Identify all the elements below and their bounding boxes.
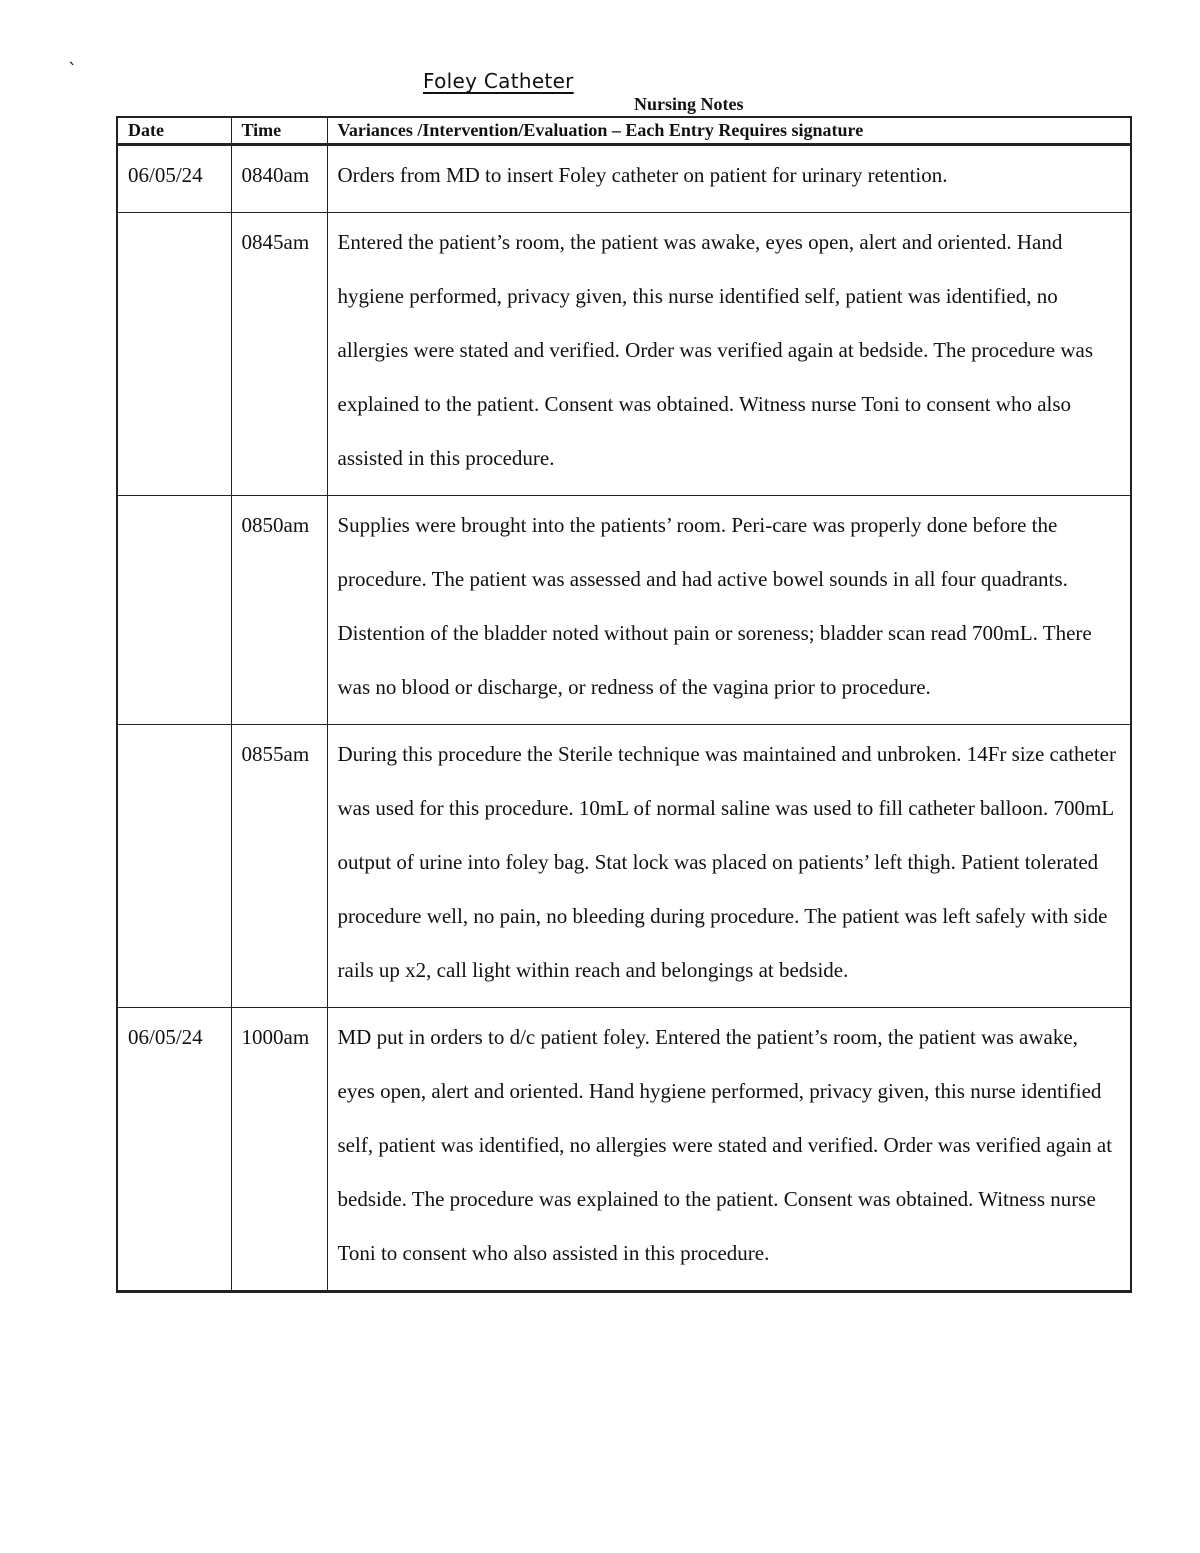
table-row: [117, 1008, 1131, 1292]
entry-date: [117, 725, 231, 1008]
entry-time: 0850am: [231, 496, 327, 725]
entry-note: Supplies were brought into the patients’ room. Peri-care was properly done before the procedure. The patient was assessed and had active bowel sounds in all four quadrants. Distention of the bladder noted without pain or soreness; bladder scan read 700mL. There was no blood or discharge, or redness of the vagina prior to procedure.: [327, 496, 1131, 725]
table-row: [117, 496, 1131, 725]
entry-note: During this procedure the Sterile technique was maintained and unbroken. 14Fr size catheter was used for this procedure. 10mL of normal saline was used to fill catheter balloon. 700mL output of urine into foley bag. Stat lock was placed on patients’ left thigh. Patient tolerated procedure well, no pain, no bleeding during procedure. The patient was left safely with side rails up x2, call light within reach and belongings at bedside.: [327, 725, 1131, 1008]
entry-date: 06/05/24: [117, 1008, 231, 1292]
header-time: Time: [231, 117, 327, 145]
table-row: [117, 145, 1131, 213]
nursing-notes-table: [116, 116, 1132, 1293]
table-row: [117, 725, 1131, 1008]
page-title: Foley Catheter: [423, 69, 574, 93]
header-notes: Variances /Intervention/Evaluation – Each Entry Requires signature: [327, 117, 1131, 145]
entry-note: Orders from MD to insert Foley catheter on patient for urinary retention.: [327, 145, 1131, 213]
entry-date: 06/05/24: [117, 145, 231, 213]
entry-date: [117, 213, 231, 496]
header-row: [117, 117, 1131, 145]
entry-time: 0845am: [231, 213, 327, 496]
entry-time: 0840am: [231, 145, 327, 213]
table-row: [117, 213, 1131, 496]
header-date: Date: [117, 117, 231, 145]
entry-time: 1000am: [231, 1008, 327, 1292]
stray-mark: `: [68, 60, 77, 81]
entry-note: MD put in orders to d/c patient foley. Entered the patient’s room, the patient was awake, eyes open, alert and oriented. Hand hygiene performed, privacy given, this nurse identified self, patient was identified, no allergies were stated and verified. Order was verified again at bedside. The procedure was explained to the patient. Consent was obtained. Witness nurse Toni to consent who also assisted in this procedure.: [327, 1008, 1131, 1292]
entry-date: [117, 496, 231, 725]
entry-note: Entered the patient’s room, the patient was awake, eyes open, alert and oriented. Hand hygiene performed, privacy given, this nurse identified self, patient was identified, no allergies were stated and verified. Order was verified again at bedside. The procedure was explained to the patient. Consent was obtained. Witness nurse Toni to consent who also assisted in this procedure.: [327, 213, 1131, 496]
page-subtitle: Nursing Notes: [634, 94, 744, 114]
entry-time: 0855am: [231, 725, 327, 1008]
